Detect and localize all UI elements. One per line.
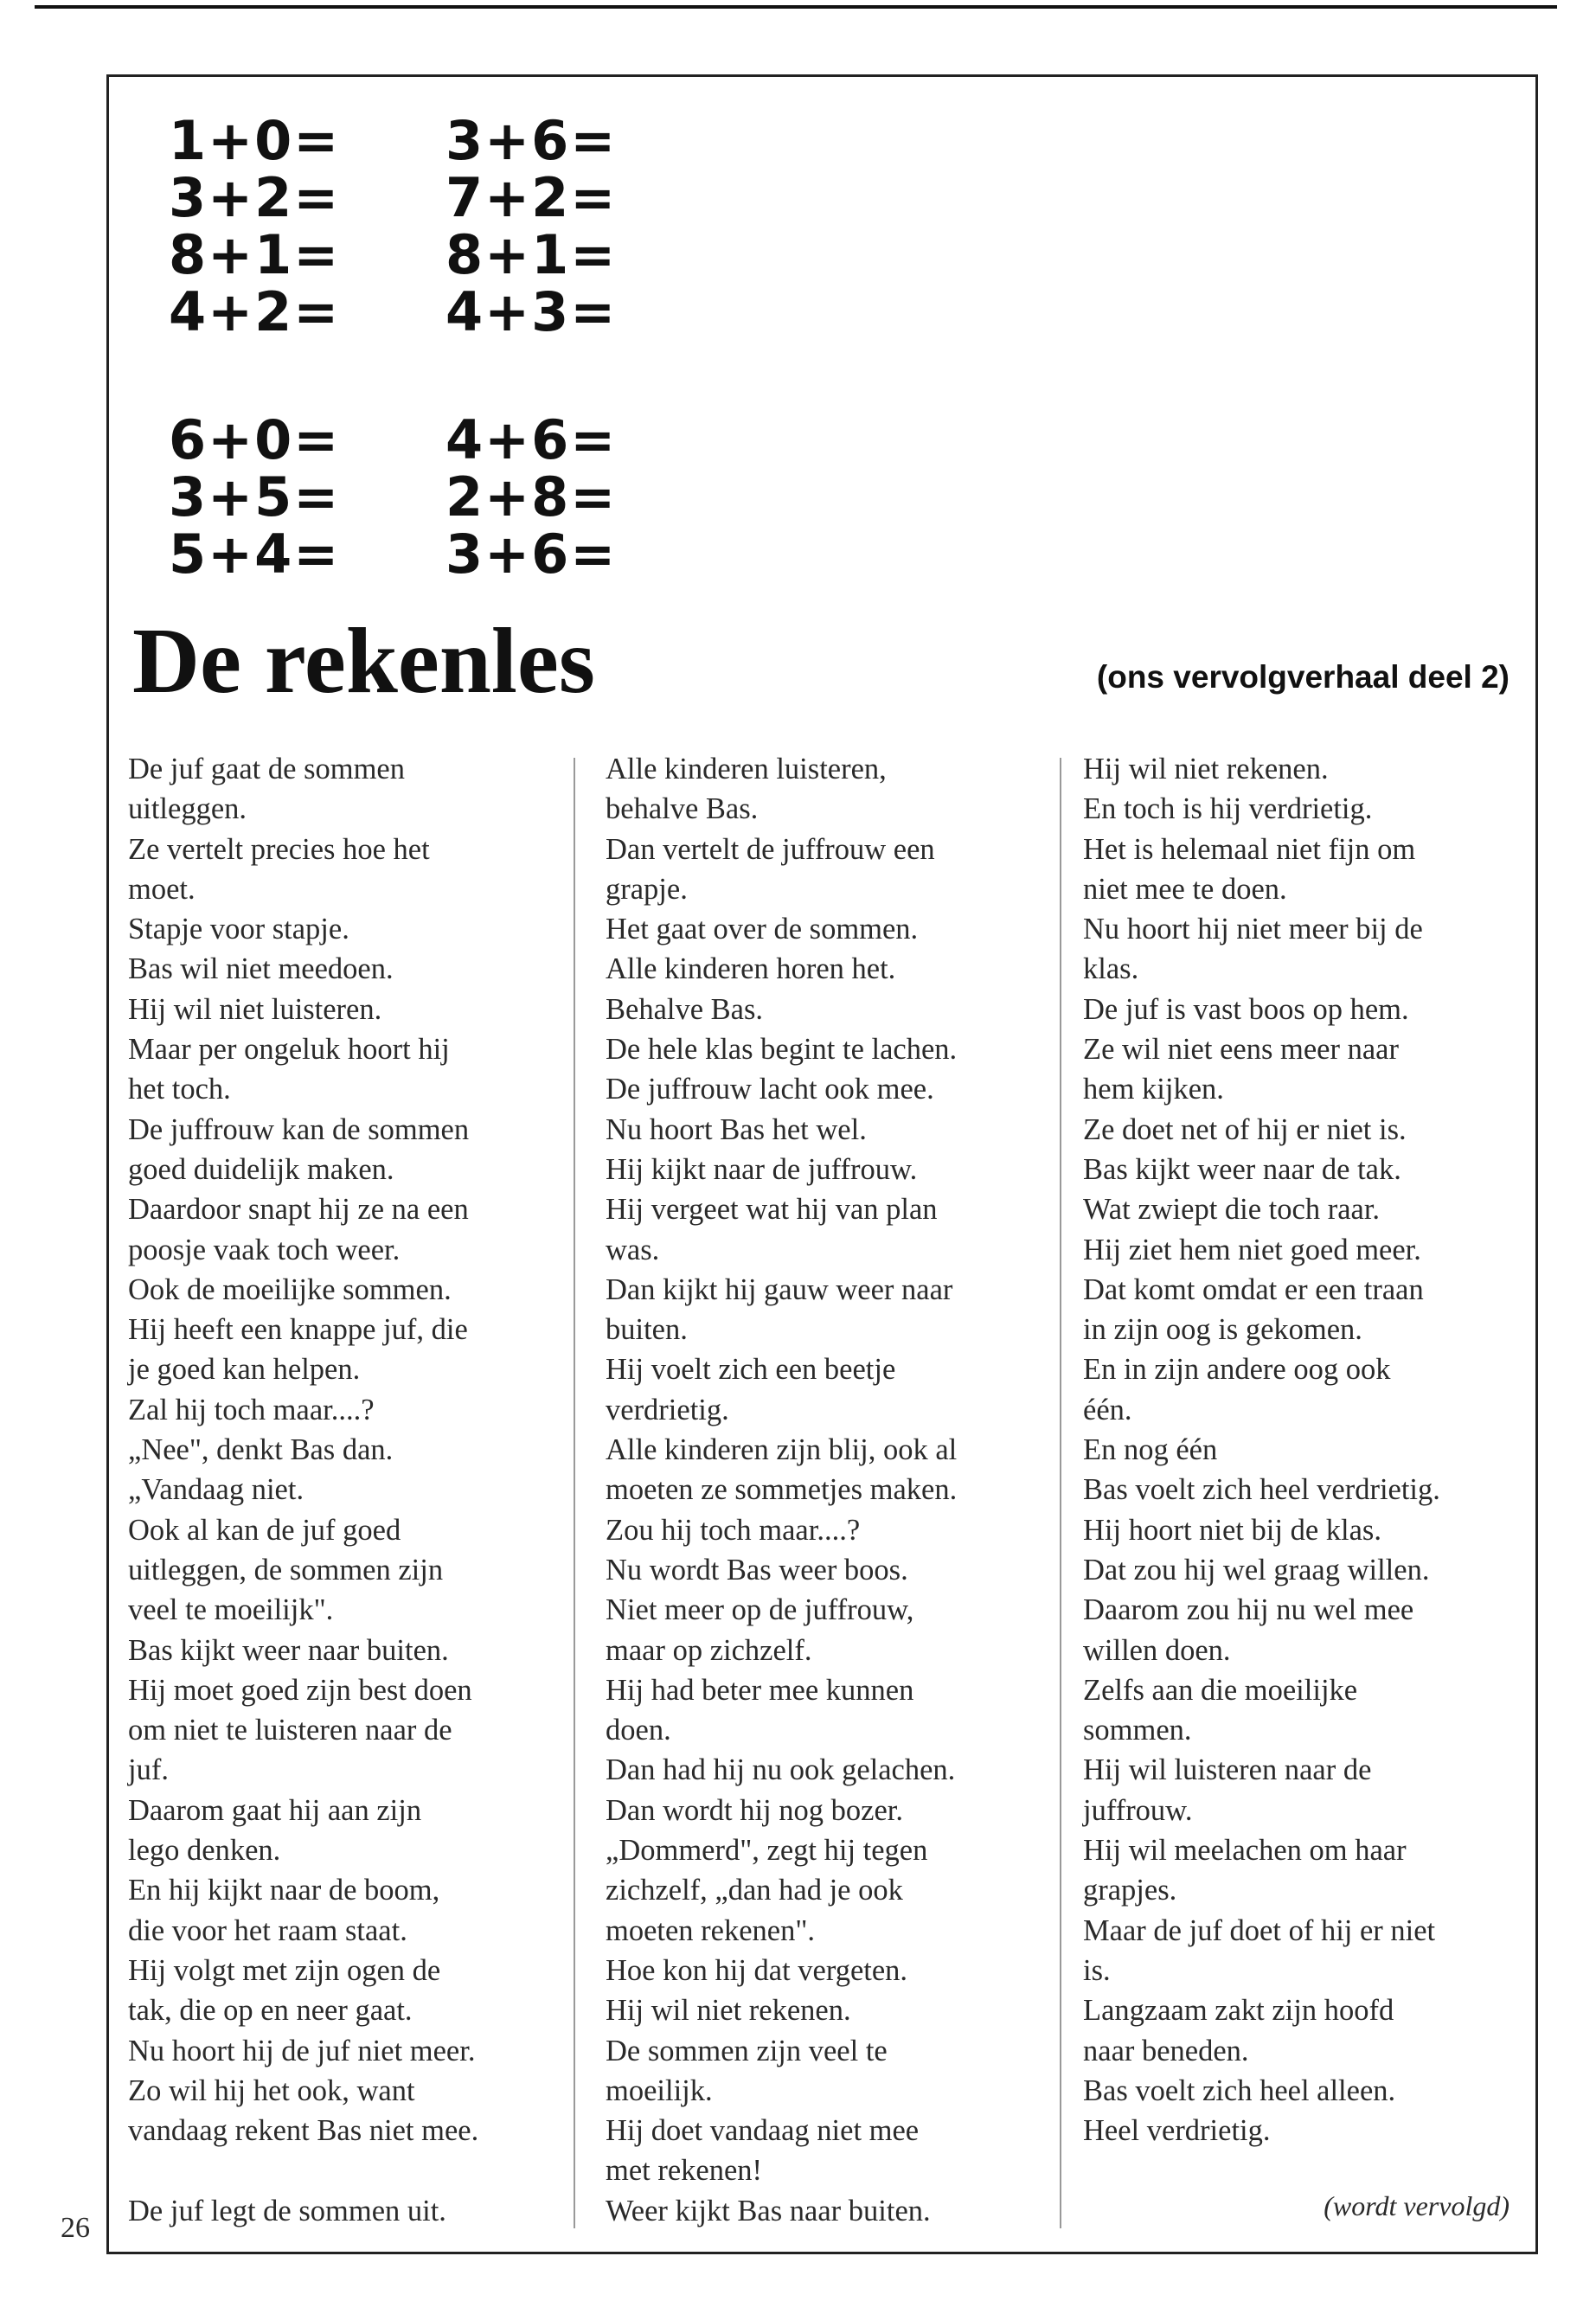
text-line: Ook al kan de juf goed xyxy=(128,1513,401,1547)
text-line: De juf is vast boos op hem. xyxy=(1083,992,1409,1026)
text-line: juf. xyxy=(128,1753,169,1787)
sums-column-2 xyxy=(445,109,618,586)
text-line: Bas kijkt weer naar buiten. xyxy=(128,1633,449,1667)
text-line: Hij doet vandaag niet mee xyxy=(606,2114,920,2148)
text-line: hem kijken. xyxy=(1083,1073,1224,1106)
column-divider xyxy=(1060,758,1061,2228)
text-line: Hij voelt zich een beetje xyxy=(606,1353,896,1387)
top-rule xyxy=(35,5,1557,9)
text-line: uitleggen, de sommen zijn xyxy=(128,1553,444,1586)
text-line: zichzelf, „dan had je ook xyxy=(606,1874,903,1907)
text-line: Niet meer op de juffrouw, xyxy=(606,1593,914,1627)
text-line: De juf legt de sommen uit. xyxy=(128,2194,446,2227)
text-line: Dat komt omdat er een traan xyxy=(1083,1272,1424,1306)
text-line: Ze wil niet eens meer naar xyxy=(1083,1033,1399,1067)
text-line: willen doen. xyxy=(1083,1633,1231,1667)
text-line: Stapje voor stapje. xyxy=(128,913,349,946)
text-line: Weer kijkt Bas naar buiten. xyxy=(606,2194,931,2227)
sum: 4+6= xyxy=(445,408,618,471)
text-line: klas. xyxy=(1083,952,1139,986)
sum: 3+2= xyxy=(169,166,341,229)
text-line: Ook de moeilijke sommen. xyxy=(128,1272,452,1306)
text-line: Alle kinderen horen het. xyxy=(606,952,896,986)
article-subtitle: (ons vervolgverhaal deel 2) xyxy=(1096,659,1509,695)
sum: 5+4= xyxy=(169,522,341,586)
text-line: Heel verdrietig. xyxy=(1083,2114,1271,2148)
text-line: Bas voelt zich heel verdrietig. xyxy=(1083,1473,1440,1507)
text-line: het toch. xyxy=(128,1073,231,1106)
text-line: Nu wordt Bas weer boos. xyxy=(606,1553,908,1586)
text-line: Ze vertelt precies hoe het xyxy=(128,832,430,866)
text-column-3 xyxy=(1083,749,1507,2150)
sums-column-1 xyxy=(169,109,341,586)
sum: 6+0= xyxy=(169,408,341,471)
text-line: is. xyxy=(1083,1953,1111,1987)
text-line: tak, die op en neer gaat. xyxy=(128,1994,413,2028)
text-line: Nu hoort Bas het wel. xyxy=(606,1112,867,1146)
text-line: Dat zou hij wel graag willen. xyxy=(1083,1553,1430,1586)
text-line: was. xyxy=(606,1233,660,1266)
text-line: doen. xyxy=(606,1714,671,1747)
text-line: Daarom zou hij nu wel mee xyxy=(1083,1593,1414,1627)
text-line: Hij wil niet luisteren. xyxy=(128,992,382,1026)
text-line: poosje vaak toch weer. xyxy=(128,1233,401,1266)
text-line: Hij ziet hem niet goed meer. xyxy=(1083,1233,1421,1266)
text-line: En nog één xyxy=(1083,1433,1218,1467)
column-divider xyxy=(574,758,575,2228)
text-line: Hij had beter mee kunnen xyxy=(606,1673,914,1707)
text-line: moeten ze sommetjes maken. xyxy=(606,1473,958,1507)
text-line: Hij moet goed zijn best doen xyxy=(128,1673,472,1707)
text-line: Maar per ongeluk hoort hij xyxy=(128,1033,450,1067)
text-line: moeilijk. xyxy=(606,2073,713,2107)
text-line: Daarom gaat hij aan zijn xyxy=(128,1793,422,1827)
text-line: juffrouw. xyxy=(1083,1793,1193,1827)
paragraph-gap xyxy=(128,2150,561,2190)
text-line: die voor het raam staat. xyxy=(128,1913,407,1947)
sum: 1+0= xyxy=(169,109,341,172)
text-line: Dan wordt hij nog bozer. xyxy=(606,1793,903,1827)
text-line: goed duidelijk maken. xyxy=(128,1152,394,1186)
text-line: En in zijn andere oog ook xyxy=(1083,1353,1391,1387)
text-line: met rekenen! xyxy=(606,2154,763,2188)
text-line: Bas wil niet meedoen. xyxy=(128,952,394,986)
article-title: De rekenles xyxy=(132,610,595,713)
text-line: Hij vergeet wat hij van plan xyxy=(606,1193,938,1227)
text-line: vandaag rekent Bas niet mee. xyxy=(128,2114,479,2148)
text-line: verdrietig. xyxy=(606,1393,729,1426)
text-line: grapjes. xyxy=(1083,1874,1177,1907)
text-column-2 xyxy=(606,749,1038,2231)
sum: 2+8= xyxy=(445,465,618,529)
text-line: maar op zichzelf. xyxy=(606,1633,812,1667)
text-line: Het is helemaal niet fijn om xyxy=(1083,832,1416,866)
text-line: Bas kijkt weer naar de tak. xyxy=(1083,1152,1401,1186)
text-line: „Nee", denkt Bas dan. xyxy=(128,1433,394,1467)
text-line: Alle kinderen zijn blij, ook al xyxy=(606,1433,958,1467)
sum: 3+5= xyxy=(169,465,341,529)
text-line: Zou hij toch maar....? xyxy=(606,1513,861,1547)
text-line: Zal hij toch maar....? xyxy=(128,1393,375,1426)
text-line: Bas voelt zich heel alleen. xyxy=(1083,2073,1396,2107)
text-line: Hij wil meelachen om haar xyxy=(1083,1834,1407,1868)
text-line: De juffrouw lacht ook mee. xyxy=(606,1073,934,1106)
text-line: moeten rekenen". xyxy=(606,1913,816,1947)
text-line: Dan kijkt hij gauw weer naar xyxy=(606,1272,953,1306)
continued-note: (wordt vervolgd) xyxy=(1324,2190,1509,2221)
text-line: Behalve Bas. xyxy=(606,992,764,1026)
text-line: Nu hoort hij de juf niet meer. xyxy=(128,2034,476,2067)
text-line: Dan had hij nu ook gelachen. xyxy=(606,1753,956,1787)
text-line: om niet te luisteren naar de xyxy=(128,1714,452,1747)
text-line: En hij kijkt naar de boom, xyxy=(128,1874,440,1907)
sum: 7+2= xyxy=(445,166,618,229)
text-line: Zo wil hij het ook, want xyxy=(128,2073,415,2107)
text-line: grapje. xyxy=(606,872,688,906)
text-line: En toch is hij verdrietig. xyxy=(1083,792,1373,826)
text-line: Ze doet net of hij er niet is. xyxy=(1083,1112,1407,1146)
text-line: Hij heeft een knappe juf, die xyxy=(128,1313,468,1347)
text-line: Hij wil luisteren naar de xyxy=(1083,1753,1372,1787)
sum: 4+3= xyxy=(445,280,618,343)
page-number: 26 xyxy=(61,2212,90,2244)
text-line: Hij wil niet rekenen. xyxy=(1083,753,1329,785)
text-line: Hij wil niet rekenen. xyxy=(606,1994,851,2028)
text-line: niet mee te doen. xyxy=(1083,872,1287,906)
text-line: Hij kijkt naar de juffrouw. xyxy=(606,1152,918,1186)
text-column-1 xyxy=(128,749,561,2231)
sum: 4+2= xyxy=(169,280,341,343)
text-line: naar beneden. xyxy=(1083,2034,1249,2067)
sum: 8+1= xyxy=(169,223,341,286)
text-line: buiten. xyxy=(606,1313,688,1347)
text-line: Wat zwiept die toch raar. xyxy=(1083,1193,1381,1227)
text-line: De sommen zijn veel te xyxy=(606,2034,888,2067)
text-line: Hij volgt met zijn ogen de xyxy=(128,1953,441,1987)
text-line: in zijn oog is gekomen. xyxy=(1083,1313,1362,1347)
text-line: uitleggen. xyxy=(128,792,247,826)
text-line: Dan vertelt de juffrouw een xyxy=(606,832,935,866)
text-line: De juffrouw kan de sommen xyxy=(128,1112,470,1146)
text-line: Hoe kon hij dat vergeten. xyxy=(606,1953,908,1987)
text-line: sommen. xyxy=(1083,1714,1192,1747)
text-line: behalve Bas. xyxy=(606,792,759,826)
sum: 8+1= xyxy=(445,223,618,286)
text-line: één. xyxy=(1083,1393,1132,1426)
sum: 3+6= xyxy=(445,109,618,172)
text-line: Hij hoort niet bij de klas. xyxy=(1083,1513,1381,1547)
text-line: lego denken. xyxy=(128,1834,281,1868)
text-line: moet. xyxy=(128,872,195,906)
text-line: Nu hoort hij niet meer bij de xyxy=(1083,913,1423,946)
text-line: Het gaat over de sommen. xyxy=(606,913,919,946)
sum: 3+6= xyxy=(445,522,618,586)
text-line: veel te moeilijk". xyxy=(128,1593,334,1627)
text-line: „Dommerd", zegt hij tegen xyxy=(606,1834,928,1868)
text-line: „Vandaag niet. xyxy=(128,1473,304,1507)
text-line: Alle kinderen luisteren, xyxy=(606,753,887,785)
text-line: Langzaam zakt zijn hoofd xyxy=(1083,1994,1394,2028)
text-line: Maar de juf doet of hij er niet xyxy=(1083,1913,1436,1947)
text-line: Zelfs aan die moeilijke xyxy=(1083,1673,1358,1707)
text-line: De hele klas begint te lachen. xyxy=(606,1033,958,1067)
text-line: De juf gaat de sommen xyxy=(128,753,405,785)
text-line: je goed kan helpen. xyxy=(128,1353,361,1387)
text-line: Daardoor snapt hij ze na een xyxy=(128,1193,469,1227)
